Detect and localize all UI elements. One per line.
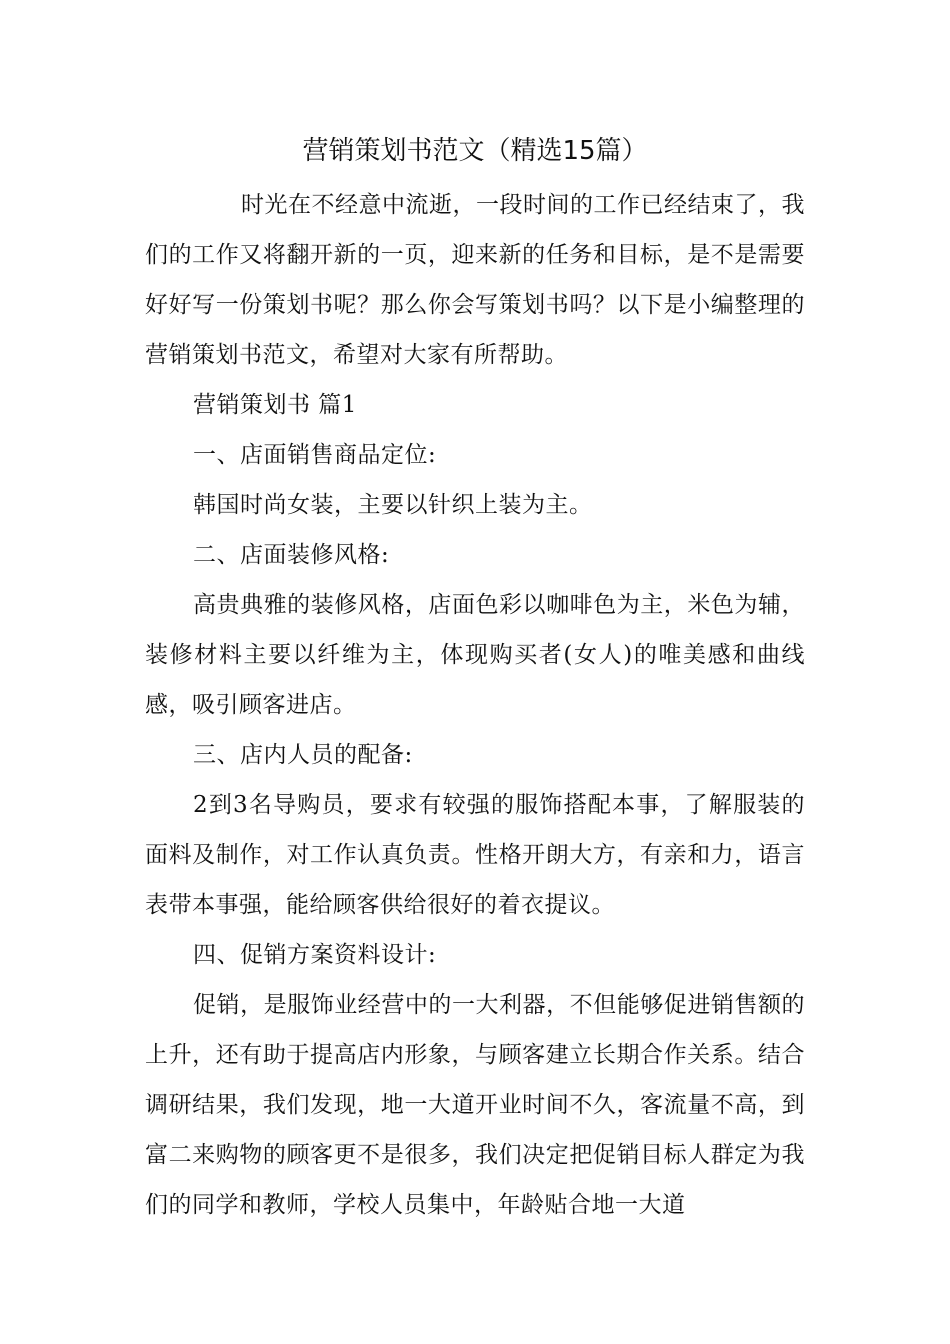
subsection-heading: 四、促销方案资料设计: [193, 942, 437, 968]
paragraph: 2到3名导购员，要求有较强的服饰搭配本事，了解服装的面料及制作，对工作认真负责。性格开朗大方，有亲和力，语言表带本事强，能给顾客供给很好的着衣提议。 [145, 792, 805, 918]
subsection-heading: 一、店面销售商品定位: [193, 442, 437, 468]
subsection-heading: 二、店面装修风格: [193, 542, 390, 568]
document-title: 营销策划书范文（精选15篇） [302, 136, 648, 166]
intro-paragraph: 时光在不经意中流逝，一段时间的工作已经结束了，我们的工作又将翻开新的一页，迎来新的任务和目标，是不是需要好好写一份策划书呢？那么你会写策划书吗？以下是小编整理的营销策划书范文，希望对大家有所帮助。 [145, 192, 805, 368]
document-body [145, 180, 805, 1230]
subsection-heading: 三、店内人员的配备: [193, 742, 413, 768]
paragraph: 韩国时尚女装，主要以针织上装为主。 [193, 492, 593, 518]
paragraph: 高贵典雅的装修风格，店面色彩以咖啡色为主，米色为辅，装修材料主要以纤维为主，体现购买者(女人)的唯美感和曲线感，吸引顾客进店。 [145, 592, 805, 718]
paragraph: 促销，是服饰业经营中的一大利器，不但能够促进销售额的上升，还有助于提高店内形象，与顾客建立长期合作关系。结合调研结果，我们发现，地一大道开业时间不久，客流量不高，到富二来购物的顾客更不是很多，我们决定把促销目标人群定为我们的同学和教师，学校人员集中，年龄贴合地一大道 [145, 992, 805, 1218]
section-heading: 营销策划书 篇1 [193, 392, 357, 418]
